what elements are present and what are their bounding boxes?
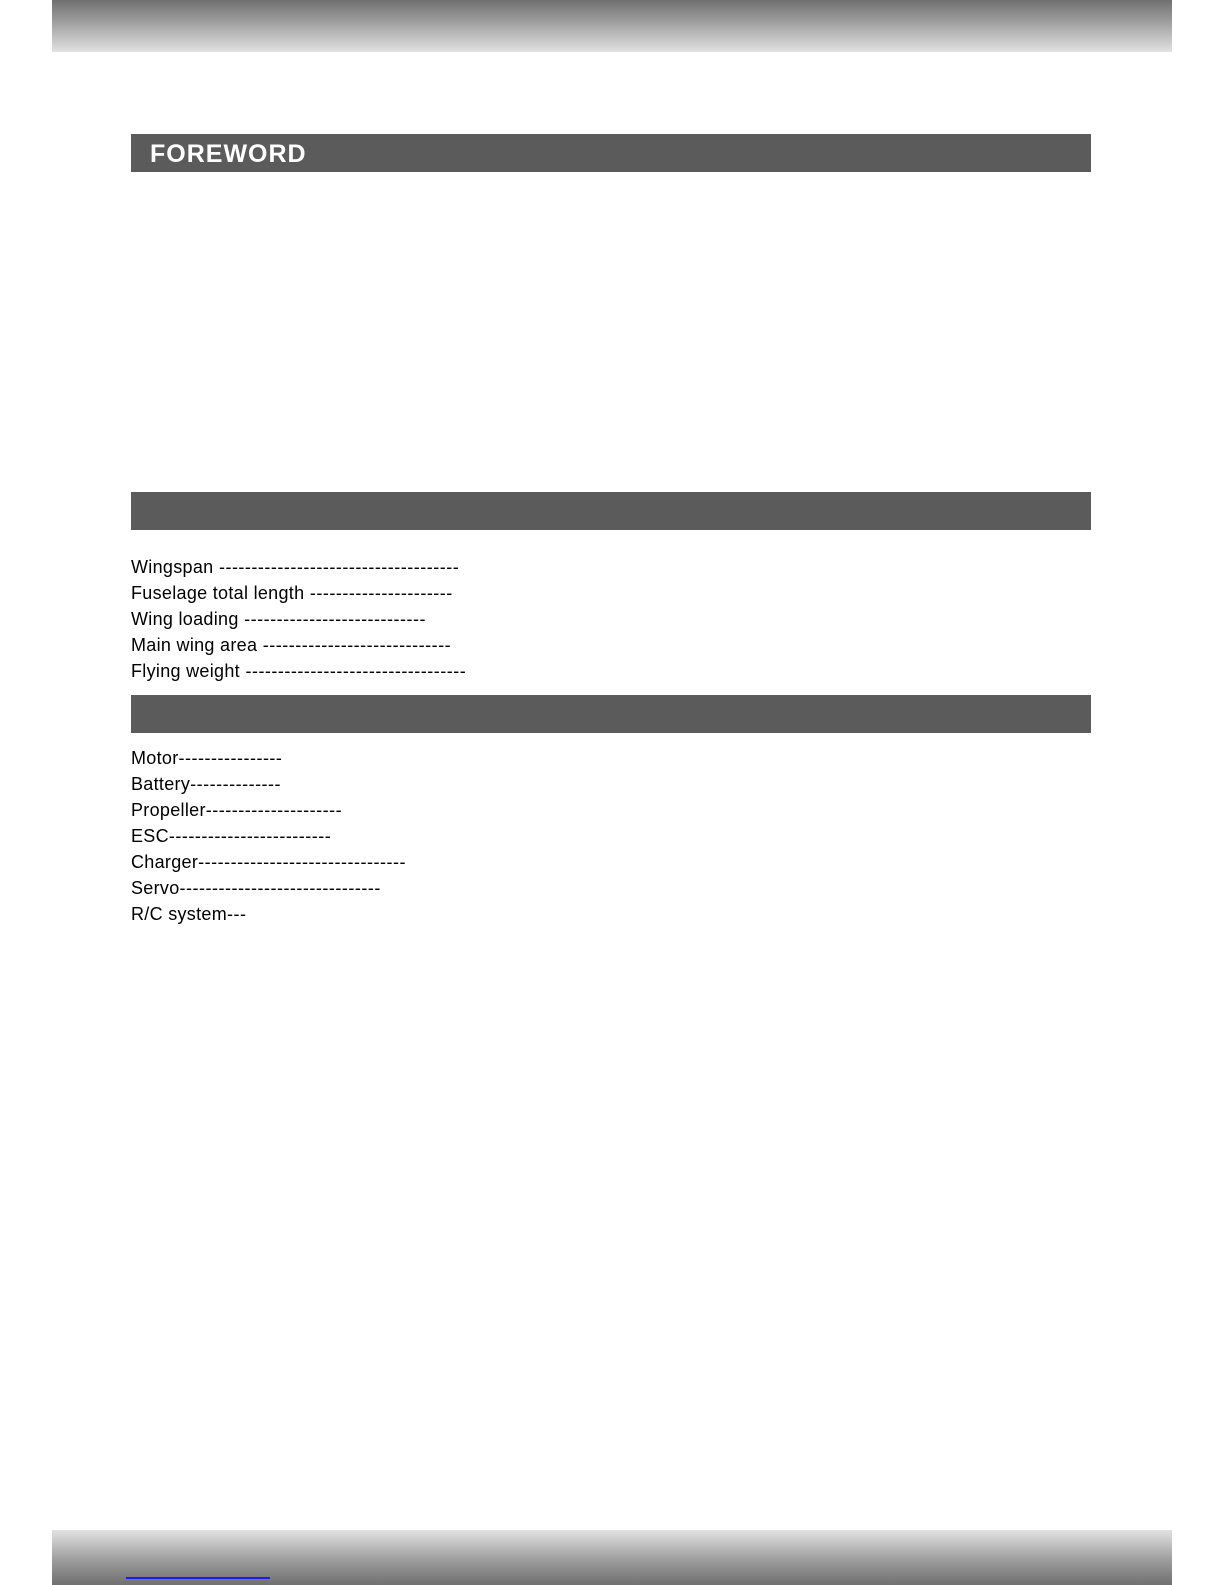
specifications-heading-bar	[131, 492, 1091, 530]
components-list	[131, 745, 406, 927]
leader-dashes: -------------------------	[168, 826, 332, 846]
spec-label: Fuselage total length	[131, 583, 305, 603]
spec-label: Wing loading	[131, 609, 239, 629]
leader-dashes: ----------------------------	[238, 609, 427, 629]
component-label: Motor	[131, 748, 179, 768]
spec-label: Main wing area	[131, 635, 258, 655]
component-label: Charger	[131, 852, 199, 872]
spec-row-flying-weight	[131, 658, 466, 684]
leader-dashes: --------------------------------	[198, 852, 406, 872]
foreword-heading: FOREWORD	[150, 140, 307, 168]
component-row-motor	[131, 745, 406, 771]
spec-row-wingspan	[131, 554, 466, 580]
component-label: R/C system	[131, 904, 228, 924]
spec-label: Wingspan	[131, 557, 214, 577]
leader-dashes: -------------------------------	[179, 878, 381, 898]
component-row-esc	[131, 823, 406, 849]
component-label: ESC	[131, 826, 169, 846]
leader-dashes: ---	[227, 904, 247, 924]
leader-dashes: ----------------------------------	[239, 661, 467, 681]
leader-dashes: -----------------------------	[257, 635, 452, 655]
component-label: Battery	[131, 774, 191, 794]
foreword-heading-bar	[131, 134, 1091, 172]
spec-row-fuselage-length	[131, 580, 466, 606]
components-heading-bar	[131, 695, 1091, 733]
specifications-list	[131, 554, 466, 684]
leader-dashes: ---------------------	[205, 800, 343, 820]
leader-dashes: -------------------------------------	[213, 557, 460, 577]
component-row-rc-system	[131, 901, 406, 927]
component-row-charger	[131, 849, 406, 875]
spec-label: Flying weight	[131, 661, 240, 681]
component-row-servo	[131, 875, 406, 901]
component-label: Servo	[131, 878, 180, 898]
header-band	[52, 0, 1172, 52]
leader-dashes: ----------------------	[304, 583, 453, 603]
leader-dashes: ----------------	[178, 748, 283, 768]
spec-row-wing-loading	[131, 606, 466, 632]
component-row-battery	[131, 771, 406, 797]
component-label: Propeller	[131, 800, 206, 820]
leader-dashes: --------------	[190, 774, 282, 794]
component-row-propeller	[131, 797, 406, 823]
spec-row-main-wing-area	[131, 632, 466, 658]
footer-link-underline[interactable]	[126, 1577, 270, 1579]
